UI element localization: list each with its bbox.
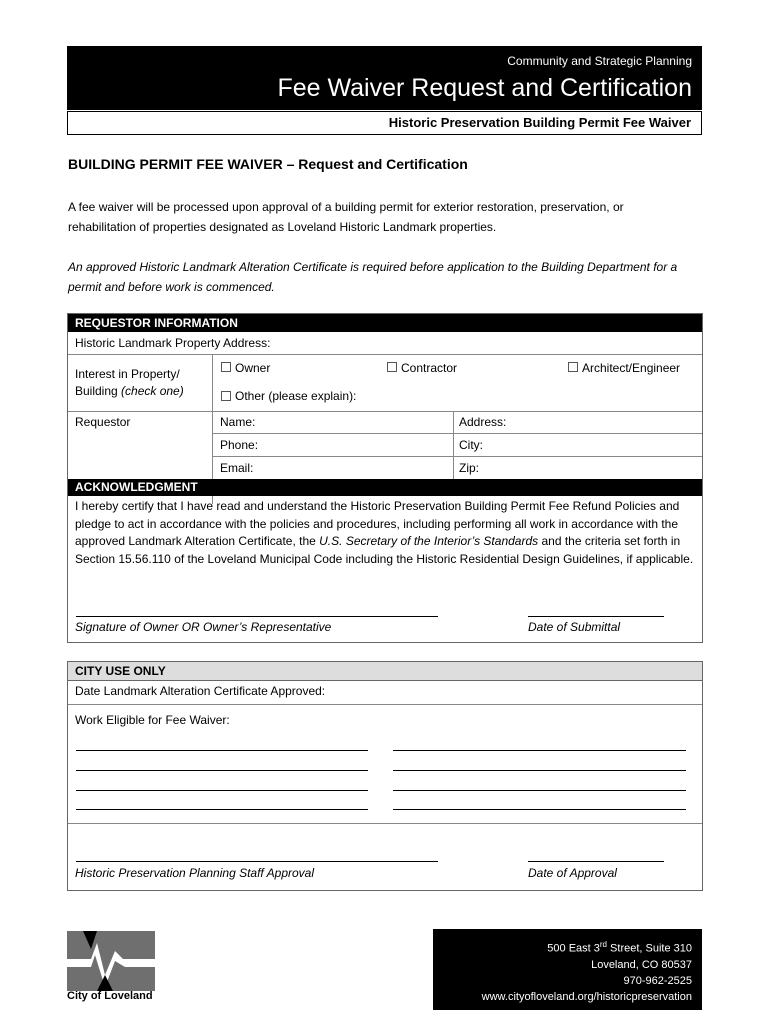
phone-number: 970-962-2525 — [623, 974, 692, 987]
staff-approval-label: Historic Preservation Planning Staff Approval — [75, 866, 315, 880]
owner-checkbox[interactable] — [221, 362, 231, 372]
address-label: Address: — [459, 415, 507, 429]
requestor-heading: REQUESTOR INFORMATION — [68, 314, 702, 332]
city-label: City: — [459, 438, 483, 452]
interest-label: Interest in Property/ — [75, 367, 180, 381]
work-line[interactable] — [76, 770, 368, 771]
requestor-table — [67, 313, 703, 643]
city-use-table — [67, 661, 703, 891]
logo-text: City of Loveland — [67, 990, 153, 1002]
note-paragraph: An approved Historic Landmark Alteration Certificate is required before application to the Building Department for a permit and before work is commenced. — [68, 260, 678, 294]
submittal-date-line[interactable] — [528, 616, 664, 617]
owner-label: Owner — [235, 361, 271, 375]
work-line[interactable] — [76, 750, 368, 751]
date-approved-label: Date Landmark Alteration Certificate Approved: — [75, 684, 326, 698]
form-subtitle: Historic Preservation Building Permit Fee Waiver — [388, 115, 691, 130]
phone-label: Phone: — [220, 438, 259, 452]
form-title: Fee Waiver Request and Certification — [277, 74, 692, 102]
submittal-date-label: Date of Submittal — [528, 620, 621, 634]
intro-paragraph: A fee waiver will be processed upon approval of a building permit for exterior restoration, preservation, or rehabilitation of properties designated as Loveland Historic Landmark properties. — [68, 200, 624, 234]
contractor-label: Contractor — [401, 361, 458, 375]
requestor-label: Requestor — [75, 415, 131, 429]
approval-date-line[interactable] — [528, 861, 664, 862]
contractor-checkbox[interactable] — [387, 362, 397, 372]
header-banner — [67, 46, 702, 110]
subtitle-bar — [67, 111, 702, 135]
other-label: Other (please explain): — [235, 389, 357, 403]
address-line2: Loveland, CO 80537 — [591, 958, 692, 971]
zip-label: Zip: — [459, 461, 480, 475]
department-name: Community and Strategic Planning — [507, 54, 692, 68]
approval-date-label: Date of Approval — [528, 866, 617, 880]
acknowledgment-text: I hereby certify that I have read and understand the Historic Preservation Building Permit Fee Refund Policies and pledge to act in accordance with the policies and procedures, including performing all work in accordance with the approved Landmark Alteration Certificate, the U.S. Secretary of the Interior’s Standards and the criteria set forth in Section 15.56.110 of the Loveland Municipal Code including the Historic Residential Design Guidelines, if applicable. — [75, 499, 694, 566]
city-use-heading: CITY USE ONLY — [68, 662, 702, 680]
work-line[interactable] — [393, 770, 686, 771]
signature-label: Signature of Owner OR Owner’s Representative — [75, 620, 332, 634]
interest-label-line2: Building (check one) — [75, 384, 184, 398]
work-line[interactable] — [393, 809, 686, 810]
work-eligible-label: Work Eligible for Fee Waiver: — [75, 713, 230, 727]
acknowledgment-heading: ACKNOWLEDGMENT — [68, 479, 702, 496]
other-checkbox[interactable] — [221, 391, 231, 401]
work-line[interactable] — [76, 790, 368, 791]
work-line[interactable] — [393, 790, 686, 791]
website-link[interactable]: www.cityofloveland.org/historicpreservation — [481, 990, 692, 1003]
architect-checkbox[interactable] — [568, 362, 578, 372]
city-logo-icon — [67, 931, 155, 991]
staff-approval-line[interactable] — [76, 861, 438, 862]
address-line1: 500 East 3rd Street, Suite 310 — [547, 940, 692, 955]
name-label: Name: — [220, 415, 256, 429]
address-block — [433, 929, 702, 1010]
work-line[interactable] — [393, 750, 686, 751]
email-label: Email: — [220, 461, 254, 475]
work-line[interactable] — [76, 809, 368, 810]
property-address-label: Historic Landmark Property Address: — [75, 336, 271, 350]
signature-line[interactable] — [76, 616, 438, 617]
architect-label: Architect/Engineer — [582, 361, 681, 375]
section-title: BUILDING PERMIT FEE WAIVER – Request and Certification — [68, 156, 468, 172]
